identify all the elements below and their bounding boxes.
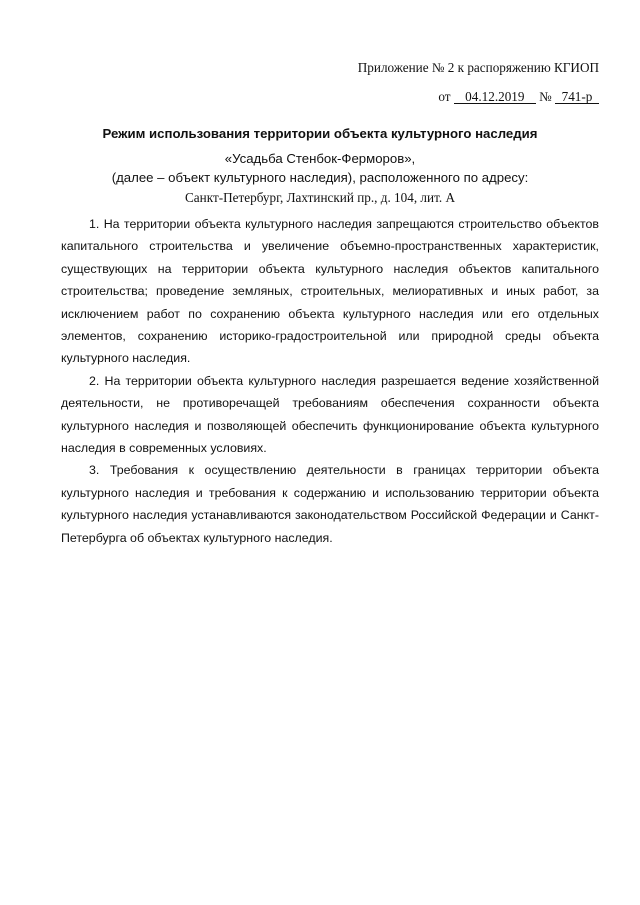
appendix-reference: Приложение № 2 к распоряжению КГИОП (357, 60, 599, 75)
number-prefix: № (539, 89, 552, 104)
paragraph-1: 1. На территории объекта культурного наследия запрещаются строительство объектов капитального строительства и увеличение объемно-пространственных характеристик, существующих на территории объекта культурного наследия объектов капитального строительства; проведение земляных, строительных, мелиоративных и иных работ, за исключением работ по сохранению объекта культурного наследия или его отдельных элементов, сохранению историко-градостроительной или природной среды объекта культурного наследия. (61, 217, 599, 366)
order-date-number (438, 89, 599, 105)
order-number: 741-р (555, 90, 599, 104)
document-subtitle (0, 149, 640, 207)
document-title: Режим использования территории объекта культурного наследия (102, 126, 538, 141)
subtitle-object-name: «Усадьба Стенбок-Ферморов», (224, 151, 416, 166)
subtitle-definition: (далее – объект культурного наследия), расположенного по адресу: (111, 170, 529, 186)
order-date: 04.12.2019 (454, 90, 536, 104)
paragraph-2: 2. На территории объекта культурного наследия разрешается ведение хозяйственной деятельности, не противоречащей требованиям обеспечения сохранности объекта культурного наследия и позволяющей обеспечить функционирование объекта культурного наследия в современных условиях. (61, 373, 599, 456)
paragraph-3: 3. Требования к осуществлению деятельности в границах территории объекта культурного наследия и требования к содержанию и использованию территории объекта культурного наследия устанавливаются законодательством Российской Федерации и Санкт-Петербурга об объектах культурного наследия. (61, 463, 599, 545)
date-prefix: от (438, 89, 451, 104)
subtitle-address: Санкт-Петербург, Лахтинский пр., д. 104, лит. А (185, 189, 455, 205)
document-body (61, 213, 599, 549)
